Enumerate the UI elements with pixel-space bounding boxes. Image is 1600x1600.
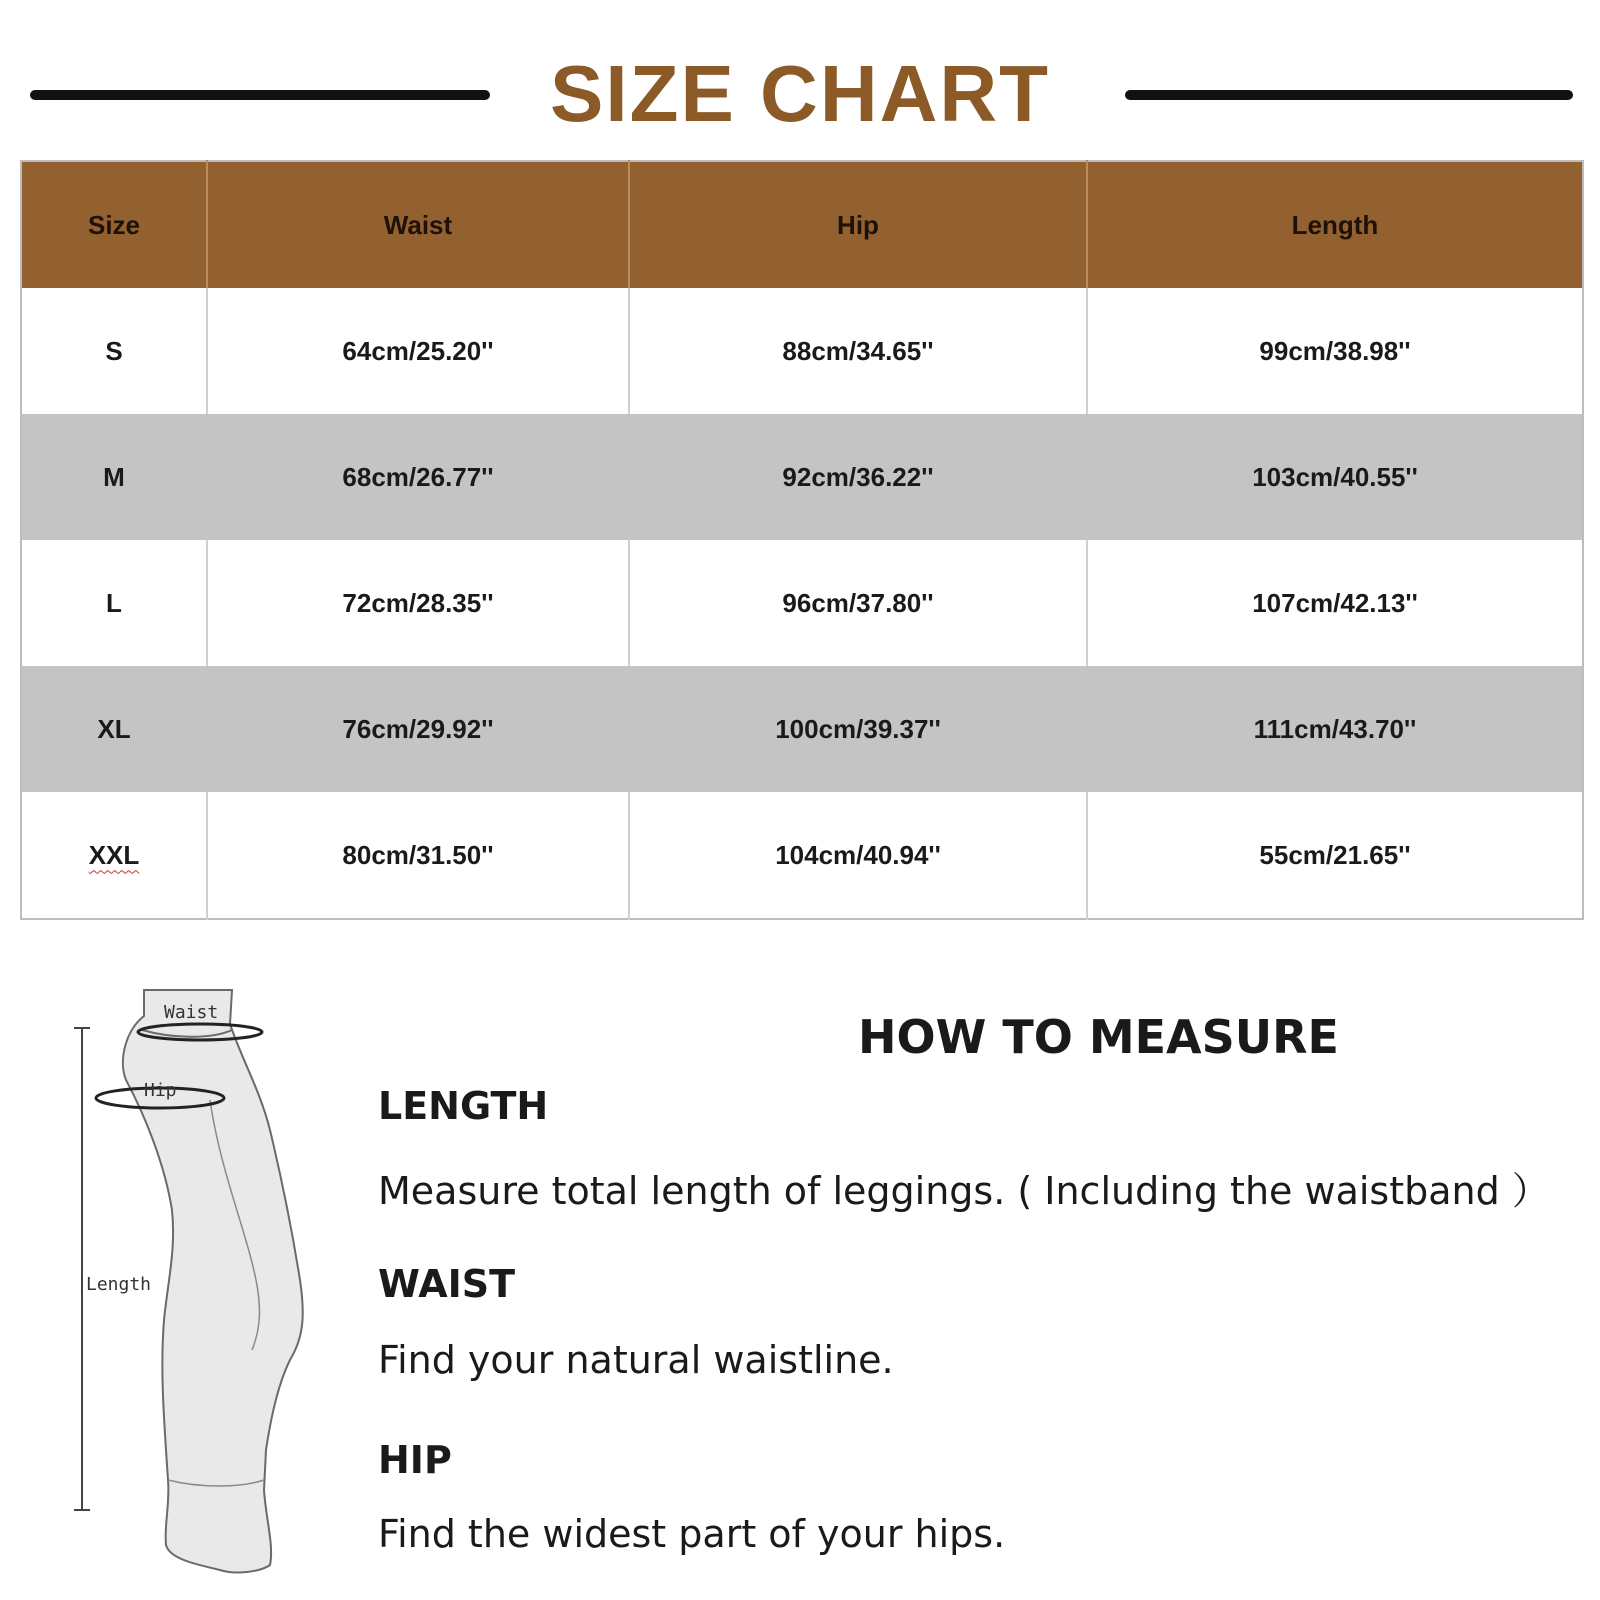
table-row — [21, 414, 1583, 540]
size-cell — [21, 792, 207, 919]
length-cell: 111cm/43.70'' — [1087, 666, 1583, 792]
figure-label-waist: Waist — [164, 1002, 219, 1023]
hip-cell: 92cm/36.22'' — [629, 414, 1087, 540]
table-header-row — [21, 161, 1583, 288]
waist-cell: 68cm/26.77'' — [207, 414, 629, 540]
size-cell: S — [21, 288, 207, 414]
size-chart-table — [20, 160, 1584, 920]
waist-cell: 76cm/29.92'' — [207, 666, 629, 792]
table-row — [21, 288, 1583, 414]
page-title: SIZE CHART — [550, 49, 1050, 138]
length-cell: 55cm/21.65'' — [1087, 792, 1583, 919]
hip-cell: 100cm/39.37'' — [629, 666, 1087, 792]
length-cell: 103cm/40.55'' — [1087, 414, 1583, 540]
hip-heading: HIP — [378, 1438, 452, 1482]
length-instruction: Measure total length of leggings. ( Including the waistband ） — [378, 1169, 1550, 1213]
column-header-hip: Hip — [629, 161, 1087, 288]
leggings-figure-icon — [60, 980, 340, 1590]
waist-cell: 64cm/25.20'' — [207, 288, 629, 414]
length-cell: 99cm/38.98'' — [1087, 288, 1583, 414]
hip-cell: 96cm/37.80'' — [629, 540, 1087, 666]
figure-label-length: Length — [86, 1274, 152, 1295]
waist-cell: 80cm/31.50'' — [207, 792, 629, 919]
hip-instruction: Find the widest part of your hips. — [378, 1512, 1006, 1556]
size-label: XXL — [88, 839, 140, 870]
size-cell: L — [21, 540, 207, 666]
column-header-size: Size — [21, 161, 207, 288]
waist-heading: WAIST — [378, 1262, 516, 1306]
table-row — [21, 666, 1583, 792]
column-header-waist: Waist — [207, 161, 629, 288]
how-to-measure-title: HOW TO MEASURE — [858, 1010, 1339, 1064]
length-cell: 107cm/42.13'' — [1087, 540, 1583, 666]
leggings-illustration — [60, 980, 340, 1590]
length-heading: LENGTH — [378, 1084, 549, 1128]
column-header-length: Length — [1087, 161, 1583, 288]
waist-instruction: Find your natural waistline. — [378, 1338, 894, 1382]
waist-cell: 72cm/28.35'' — [207, 540, 629, 666]
header-divider-left — [30, 90, 490, 100]
figure-label-hip: Hip — [144, 1080, 177, 1101]
header-divider-right — [1125, 90, 1573, 100]
table-row — [21, 792, 1583, 919]
hip-cell: 104cm/40.94'' — [629, 792, 1087, 919]
size-cell: XL — [21, 666, 207, 792]
table-row — [21, 540, 1583, 666]
hip-cell: 88cm/34.65'' — [629, 288, 1087, 414]
size-cell: M — [21, 414, 207, 540]
header — [0, 40, 1600, 140]
